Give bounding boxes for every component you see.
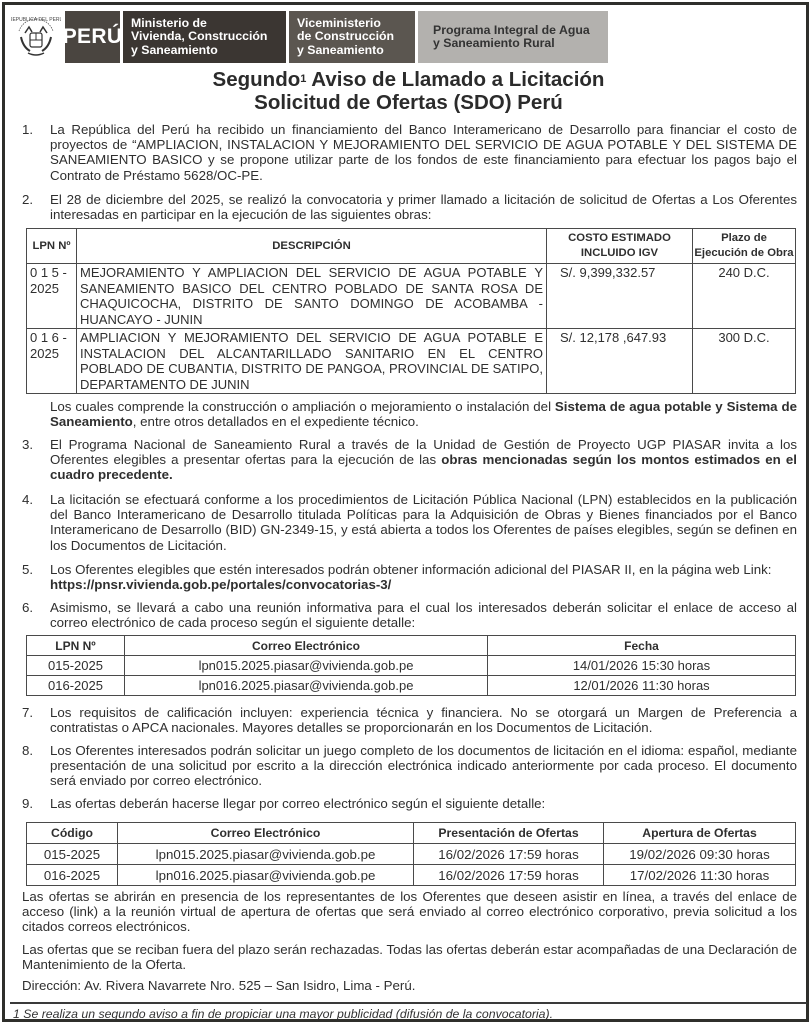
- item-text: El Programa Nacional de Saneamiento Rural a través de la Unidad de Gestión de Proyecto UGP PIASAR invita a los Oferentes elegibles a presentar ofertas para la ejecución de las: [50, 437, 797, 468]
- item-number: 6.: [22, 600, 34, 615]
- column-header: Fecha: [488, 636, 796, 656]
- table-row: [27, 865, 796, 886]
- item-number: 3.: [22, 437, 34, 452]
- works-table: [26, 228, 796, 394]
- opening-paragraph: Las ofertas se abrirán en presencia de los representantes de los Oferentes que deseen asistir en línea, a través del enlace de acceso (link) a la reunión virtual de apertura de ofertas que será enviado al correo electrónico corporativo, previa solicitud a los citados correos electrónicos.: [22, 889, 797, 935]
- item-bold-text: obras mencionadas según los montos estimados en el cuadro precedente.: [50, 452, 798, 483]
- column-header: LPN Nº: [27, 229, 77, 264]
- program-line: y Saneamiento Rural: [433, 36, 555, 50]
- item-text: Las ofertas deberán hacerse llegar por correo electrónico según el siguiente detalle:: [50, 796, 546, 811]
- email-cell[interactable]: lpn015.2025.piasar@vivienda.gob.pe: [118, 844, 414, 865]
- notice-frame: [2, 2, 809, 1022]
- code-cell: 016-2025: [27, 865, 118, 886]
- table-row: [27, 656, 796, 676]
- item-text: Los Oferentes elegibles que estén interesados podrán obtener información adicional del PIASAR II, en la página web Link:: [50, 562, 772, 577]
- item-number: 5.: [22, 562, 34, 577]
- paragraph-text: Los cuales comprende la construcción o ampliación o mejoramiento o instalación del: [50, 399, 555, 414]
- ministry-line: y Saneamiento: [131, 42, 218, 57]
- lpn-cell: 015-2025: [27, 656, 125, 676]
- date-cell: 14/01/2026 15:30 horas: [488, 656, 796, 676]
- table-header-row: [27, 823, 796, 844]
- lpn-cell: 0 1 5 - 2025: [27, 264, 77, 329]
- column-header: LPN Nº: [27, 636, 125, 656]
- meeting-table: [26, 635, 796, 696]
- column-header: Presentación de Ofertas: [414, 823, 604, 844]
- item-text: El 28 de diciembre del 2025, se realizó la convocatoria y primer llamado a licitación de solicitud de Ofertas a Los Oferentes interesadas en participar en la ejecución de las siguientes obras:: [50, 192, 797, 223]
- column-header: Correo Electrónico: [118, 823, 414, 844]
- item-text: La República del Perú ha recibido un financiamiento del Banco Interamericano de Desarrollo para financiar el costo de proyectos de “AMPLIACION, INSTALACION Y MEJORAMIENTO DEL SERVICIO DE AGUA POTABLE Y DEL SISTEMA DE SANEAMIENTO BASICO y se propone utilizar parte de los fondos de este financiamiento para efectuar los pagos bajo el Contrato de Préstamo 5628/OC-PE.: [50, 122, 797, 183]
- list-item: [22, 122, 797, 183]
- column-header: Correo Electrónico: [125, 636, 488, 656]
- ministry-line: Ministerio de: [131, 15, 207, 30]
- column-header: Plazo de Ejecución de Obra: [693, 229, 796, 264]
- ministry-line: Vivienda, Construcción: [131, 29, 268, 44]
- crest-label: REPUBLICA DEL PERU: [11, 17, 61, 23]
- column-header: Código: [27, 823, 118, 844]
- table-header-row: [27, 229, 796, 264]
- item-number: 9.: [22, 796, 34, 811]
- item-number: 1.: [22, 122, 34, 137]
- list-item: [22, 705, 797, 735]
- list-item: [22, 562, 797, 592]
- viceministry-line: de Construcción: [297, 29, 395, 44]
- lpn-cell: 016-2025: [27, 676, 125, 696]
- cost-cell: S/. 9,399,332.57: [547, 264, 693, 329]
- footnote-marker: 1: [300, 73, 307, 85]
- item-number: 4.: [22, 492, 34, 507]
- term-cell: 300 D.C.: [693, 329, 796, 394]
- table-row: [27, 844, 796, 865]
- term-cell: 240 D.C.: [693, 264, 796, 329]
- list-item: [22, 492, 797, 553]
- item-number: 2.: [22, 192, 34, 207]
- footnote: 1 Se realiza un segundo aviso a fin de propiciar una mayor publicidad (difusión de la convocatoria).: [13, 1007, 554, 1021]
- list-item: [22, 437, 797, 483]
- scope-paragraph: [50, 399, 797, 429]
- rejection-paragraph: Las ofertas que se reciban fuera del plazo serán rechazadas. Todas las ofertas deberán estar acompañadas de una Declaración de Mantenimiento de la Oferta.: [22, 942, 797, 973]
- lpn-cell: 0 1 6 - 2025: [27, 329, 77, 394]
- page-title: [5, 69, 811, 91]
- description-cell: AMPLIACION Y MEJORAMIENTO DEL SERVICIO DE AGUA POTABLE E INSTALACION DEL ALCANTARILLADO SANITARIO EN EL CENTRO POBLADO DE CUBANTIA, DISTRITO DE PANGOA, PROVINCIAL DE SATIPO, DEPARTAMENTO DE JUNIN: [77, 329, 547, 394]
- description-cell: MEJORAMIENTO Y AMPLIACION DEL SERVICIO DE AGUA POTABLE Y SANEAMIENTO BASICO DEL CENTRO POBLADO DE SANTA ROSA DE CHAQUICOCHA, DISTRITO DE SANTO DOMINGO DE ACOBAMBA - HUANCAYO - JUNIN: [77, 264, 547, 329]
- table-header-row: [27, 636, 796, 656]
- column-header: COSTO ESTIMADO INCLUIDO IGV: [547, 229, 693, 264]
- viceministry-line: Viceministerio: [297, 15, 381, 30]
- email-cell[interactable]: lpn016.2025.piasar@vivienda.gob.pe: [125, 676, 488, 696]
- viceministry-line: y Saneamiento: [297, 42, 384, 57]
- list-item: [22, 743, 797, 789]
- submission-date-cell: 16/02/2026 17:59 horas: [414, 844, 604, 865]
- viceministry-label: [289, 11, 415, 63]
- convocatorias-link[interactable]: https://pnsr.vivienda.gob.pe/portales/convocatorias-3/: [50, 577, 392, 593]
- email-cell[interactable]: lpn015.2025.piasar@vivienda.gob.pe: [125, 656, 488, 676]
- item-text: La licitación se efectuará conforme a los procedimientos de Licitación Pública Nacional (LPN) establecidos en la publicación del Banco Interamericano de Desarrollo titulada Políticas para la Adquisición de Obras y Bienes financiados por el Banco Interamericano de Desarrollo (BID) GN-2349-15, y está abierta a todos los Oferentes de países elegibles, según se definen en los Documentos de Licitación.: [50, 492, 797, 553]
- opening-date-cell: 19/02/2026 09:30 horas: [604, 844, 796, 865]
- table-row: [27, 676, 796, 696]
- item-text: Los Oferentes interesados podrán solicitar un juego completo de los documentos de licitación en el idioma: español, mediante presentación de una solicitud por escrito a la dirección electrónica indicado anteriormente por cada proceso. El documento será enviado por correo electrónico.: [50, 743, 797, 789]
- list-item: [22, 796, 797, 811]
- column-header: Apertura de Ofertas: [604, 823, 796, 844]
- paragraph-bold-text: Sistema de agua potable y Sistema de Saneamiento: [50, 399, 797, 430]
- list-item: [22, 192, 797, 222]
- item-number: 7.: [22, 705, 34, 720]
- address-line: Dirección: Av. Rivera Navarrete Nro. 525 – San Isidro, Lima - Perú.: [22, 978, 416, 993]
- footnote-divider: [10, 1002, 807, 1004]
- country-label: PERÚ: [65, 11, 120, 63]
- page-subtitle: Solicitud de Ofertas (SDO) Perú: [254, 91, 563, 114]
- title-text: Aviso de Llamado a Licitación: [306, 68, 605, 91]
- table-row: [27, 329, 796, 394]
- cost-cell: S/. 12,178 ,647.93: [547, 329, 693, 394]
- item-text: Asimismo, se llevará a cabo una reunión informativa para el cual los interesados deberán solicitar el enlace de acceso al correo electrónico de cada proceso según el siguiente detalle:: [50, 600, 797, 631]
- paragraph-text: , entre otros detallados en el expediente técnico.: [132, 414, 419, 430]
- list-item: [22, 600, 797, 630]
- date-cell: 12/01/2026 11:30 horas: [488, 676, 796, 696]
- item-number: 8.: [22, 743, 34, 758]
- table-row: [27, 264, 796, 329]
- program-label: [418, 11, 608, 63]
- column-header: DESCRIPCIÓN: [77, 229, 547, 264]
- peru-coat-of-arms-icon: [11, 11, 61, 63]
- offers-table: [26, 822, 796, 886]
- opening-date-cell: 17/02/2026 11:30 horas: [604, 865, 796, 886]
- email-cell[interactable]: lpn016.2025.piasar@vivienda.gob.pe: [118, 865, 414, 886]
- item-text: Los requisitos de calificación incluyen: experiencia técnica y financiera. No se otorgará un Margen de Preferencia a contratistas o APCA nacionales. Mayores detalles se proporcionarán en los Documentos de Licitación.: [50, 705, 797, 736]
- title-text: Segundo: [212, 68, 301, 91]
- code-cell: 015-2025: [27, 844, 118, 865]
- submission-date-cell: 16/02/2026 17:59 horas: [414, 865, 604, 886]
- program-line: Programa Integral de Agua: [433, 22, 590, 37]
- ministry-label: [123, 11, 286, 63]
- header-bar: [11, 11, 608, 63]
